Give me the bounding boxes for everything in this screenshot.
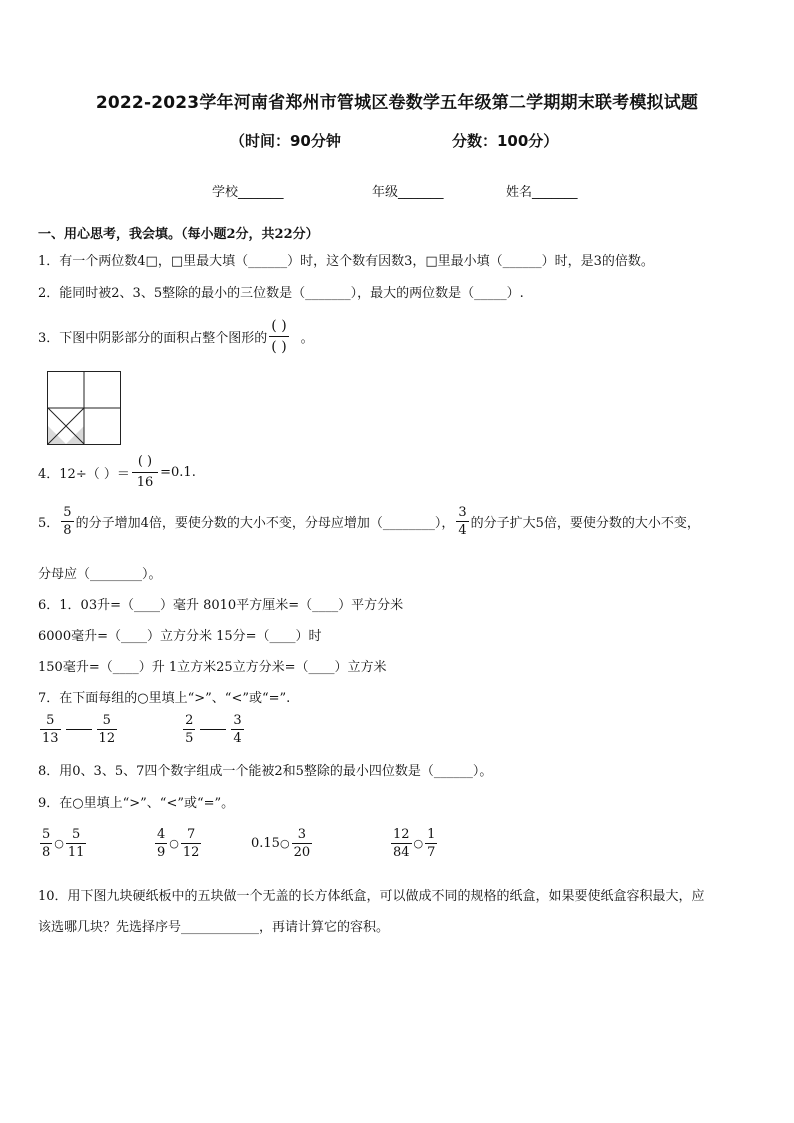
fraction-numerator: 12 [393, 827, 410, 842]
q7-fraction-a [40, 712, 61, 747]
question-4-prefix: 4．12÷（ ）＝ [38, 467, 130, 482]
q9-item-3 [251, 826, 389, 861]
question-5 [38, 504, 700, 539]
exam-score: 分数：100分） [452, 132, 559, 150]
fraction-denominator: 9 [157, 845, 166, 860]
fraction-numerator: 3 [233, 713, 242, 728]
fraction-denominator: 8 [42, 845, 51, 860]
fraction-denominator: 5 [185, 731, 194, 746]
grade-field: 年级_______ [372, 185, 444, 200]
question-5-line-2: 分母应（________）。 [38, 567, 162, 582]
question-7: 7．在下面每组的○里填上“>”、“<”或“=”. [38, 691, 291, 706]
question-3-fraction [269, 316, 288, 357]
fraction-numerator: 5 [63, 505, 72, 520]
q9-item-1 [38, 826, 153, 861]
grid-diagram [47, 371, 121, 445]
q9-item-2 [153, 826, 251, 861]
question-4 [38, 452, 196, 493]
name-field: 姓名_______ [506, 185, 578, 200]
fraction-numerator: 5 [97, 712, 118, 730]
fraction-denominator: 84 [393, 845, 410, 860]
question-5-prefix: 5． [38, 516, 60, 531]
compare-circle: ○ [54, 837, 64, 850]
fraction-numerator: 3 [458, 505, 467, 520]
fraction-numerator: 5 [42, 827, 51, 842]
question-1: 1．有一个两位数4□，□里最大填（______）时，这个数有因数3，□里最小填（______）时，是3的倍数。 [38, 254, 654, 269]
question-5-end: 的分子扩大5倍，要使分数的大小不变， [470, 516, 700, 531]
question-3-text: 3．下图中阴影部分的面积占整个图形的 [38, 331, 268, 346]
question-3 [38, 316, 314, 357]
compare-circle: ○ [169, 837, 179, 850]
question-7-items [38, 712, 246, 747]
question-9-items [38, 826, 439, 861]
fraction-denominator: 13 [42, 731, 59, 746]
fraction-numerator: 5 [66, 826, 87, 844]
question-9: 9．在○里填上“>”、“<”或“=”。 [38, 796, 235, 811]
fraction-denominator: 4 [233, 731, 242, 746]
compare-circle: ○ [413, 837, 424, 850]
q9-item-4 [389, 826, 439, 861]
fraction-numerator: 7 [181, 826, 202, 844]
question-4-suffix: =0.1. [160, 465, 196, 480]
fraction-denominator: 12 [98, 731, 116, 746]
question-6-line-3: 150毫升=（____）升 1立方米25立方分米=（____）立方米 [38, 660, 387, 675]
fraction-numerator: 3 [292, 826, 313, 844]
section-heading: 一、用心思考，我会填。（每小题2分，共22分） [38, 227, 319, 242]
question-10-line-2: 该选哪几块？先选择序号____________，再请计算它的容积。 [38, 920, 390, 935]
question-10-line-1: 10．用下图九块硬纸板中的五块做一个无盖的长方体纸盒，可以做成不同的规格的纸盒，如果要使纸盒容积最大，应 [38, 889, 705, 904]
fraction-denominator: 7 [427, 845, 436, 860]
fraction-denominator: 16 [136, 475, 154, 490]
fraction-denominator: 8 [63, 523, 72, 538]
fraction-denominator: 11 [67, 845, 85, 860]
page-title: 2022-2023学年河南省郑州市管城区卷数学五年级第二学期期末联考模拟试题 [95, 93, 699, 113]
question-6-line-2: 6000毫升=（____）立方分米 15分=（____）时 [38, 629, 322, 644]
fraction-numerator: ( ) [269, 316, 288, 337]
fraction-denominator: 4 [458, 523, 467, 538]
shaded-square-figure [47, 371, 121, 445]
q7-fraction-c [183, 712, 195, 747]
q7-fraction-d [231, 712, 243, 747]
question-6-line-1: 6．1．03升=（____）毫升 8010平方厘米=（____）平方分米 [38, 598, 404, 613]
decimal-value: 0.15 [251, 836, 280, 851]
question-2: 2．能同时被2、3、5整除的最小的三位数是（_______），最大的两位数是（_____）. [38, 286, 524, 301]
question-8: 8．用0、3、5、7四个数字组成一个能被2和5整除的最小四位数是（______）。 [38, 764, 493, 779]
question-5-fraction-2 [456, 504, 468, 539]
fraction-denominator: 20 [293, 845, 311, 860]
question-3-end: 。 [300, 331, 314, 346]
school-field: 学校_______ [212, 185, 284, 200]
q7-blank-1 [66, 729, 92, 730]
fraction-denominator: ( ) [271, 339, 287, 355]
exam-time: （时间：90分钟 [230, 132, 341, 150]
fraction-numerator: 1 [427, 827, 436, 842]
fraction-numerator: 2 [185, 713, 194, 728]
compare-circle: ○ [279, 837, 290, 850]
fraction-numerator: ( ) [132, 452, 158, 473]
fraction-numerator: 4 [157, 827, 166, 842]
q7-fraction-b [97, 712, 118, 747]
fraction-denominator: 12 [182, 845, 200, 860]
fraction-numerator: 5 [40, 712, 61, 730]
question-5-fraction-1 [61, 504, 73, 539]
question-5-middle: 的分子增加4倍，要使分数的大小不变，分母应增加（________）， [75, 516, 455, 531]
question-4-fraction [132, 452, 158, 493]
q7-blank-2 [200, 729, 226, 730]
